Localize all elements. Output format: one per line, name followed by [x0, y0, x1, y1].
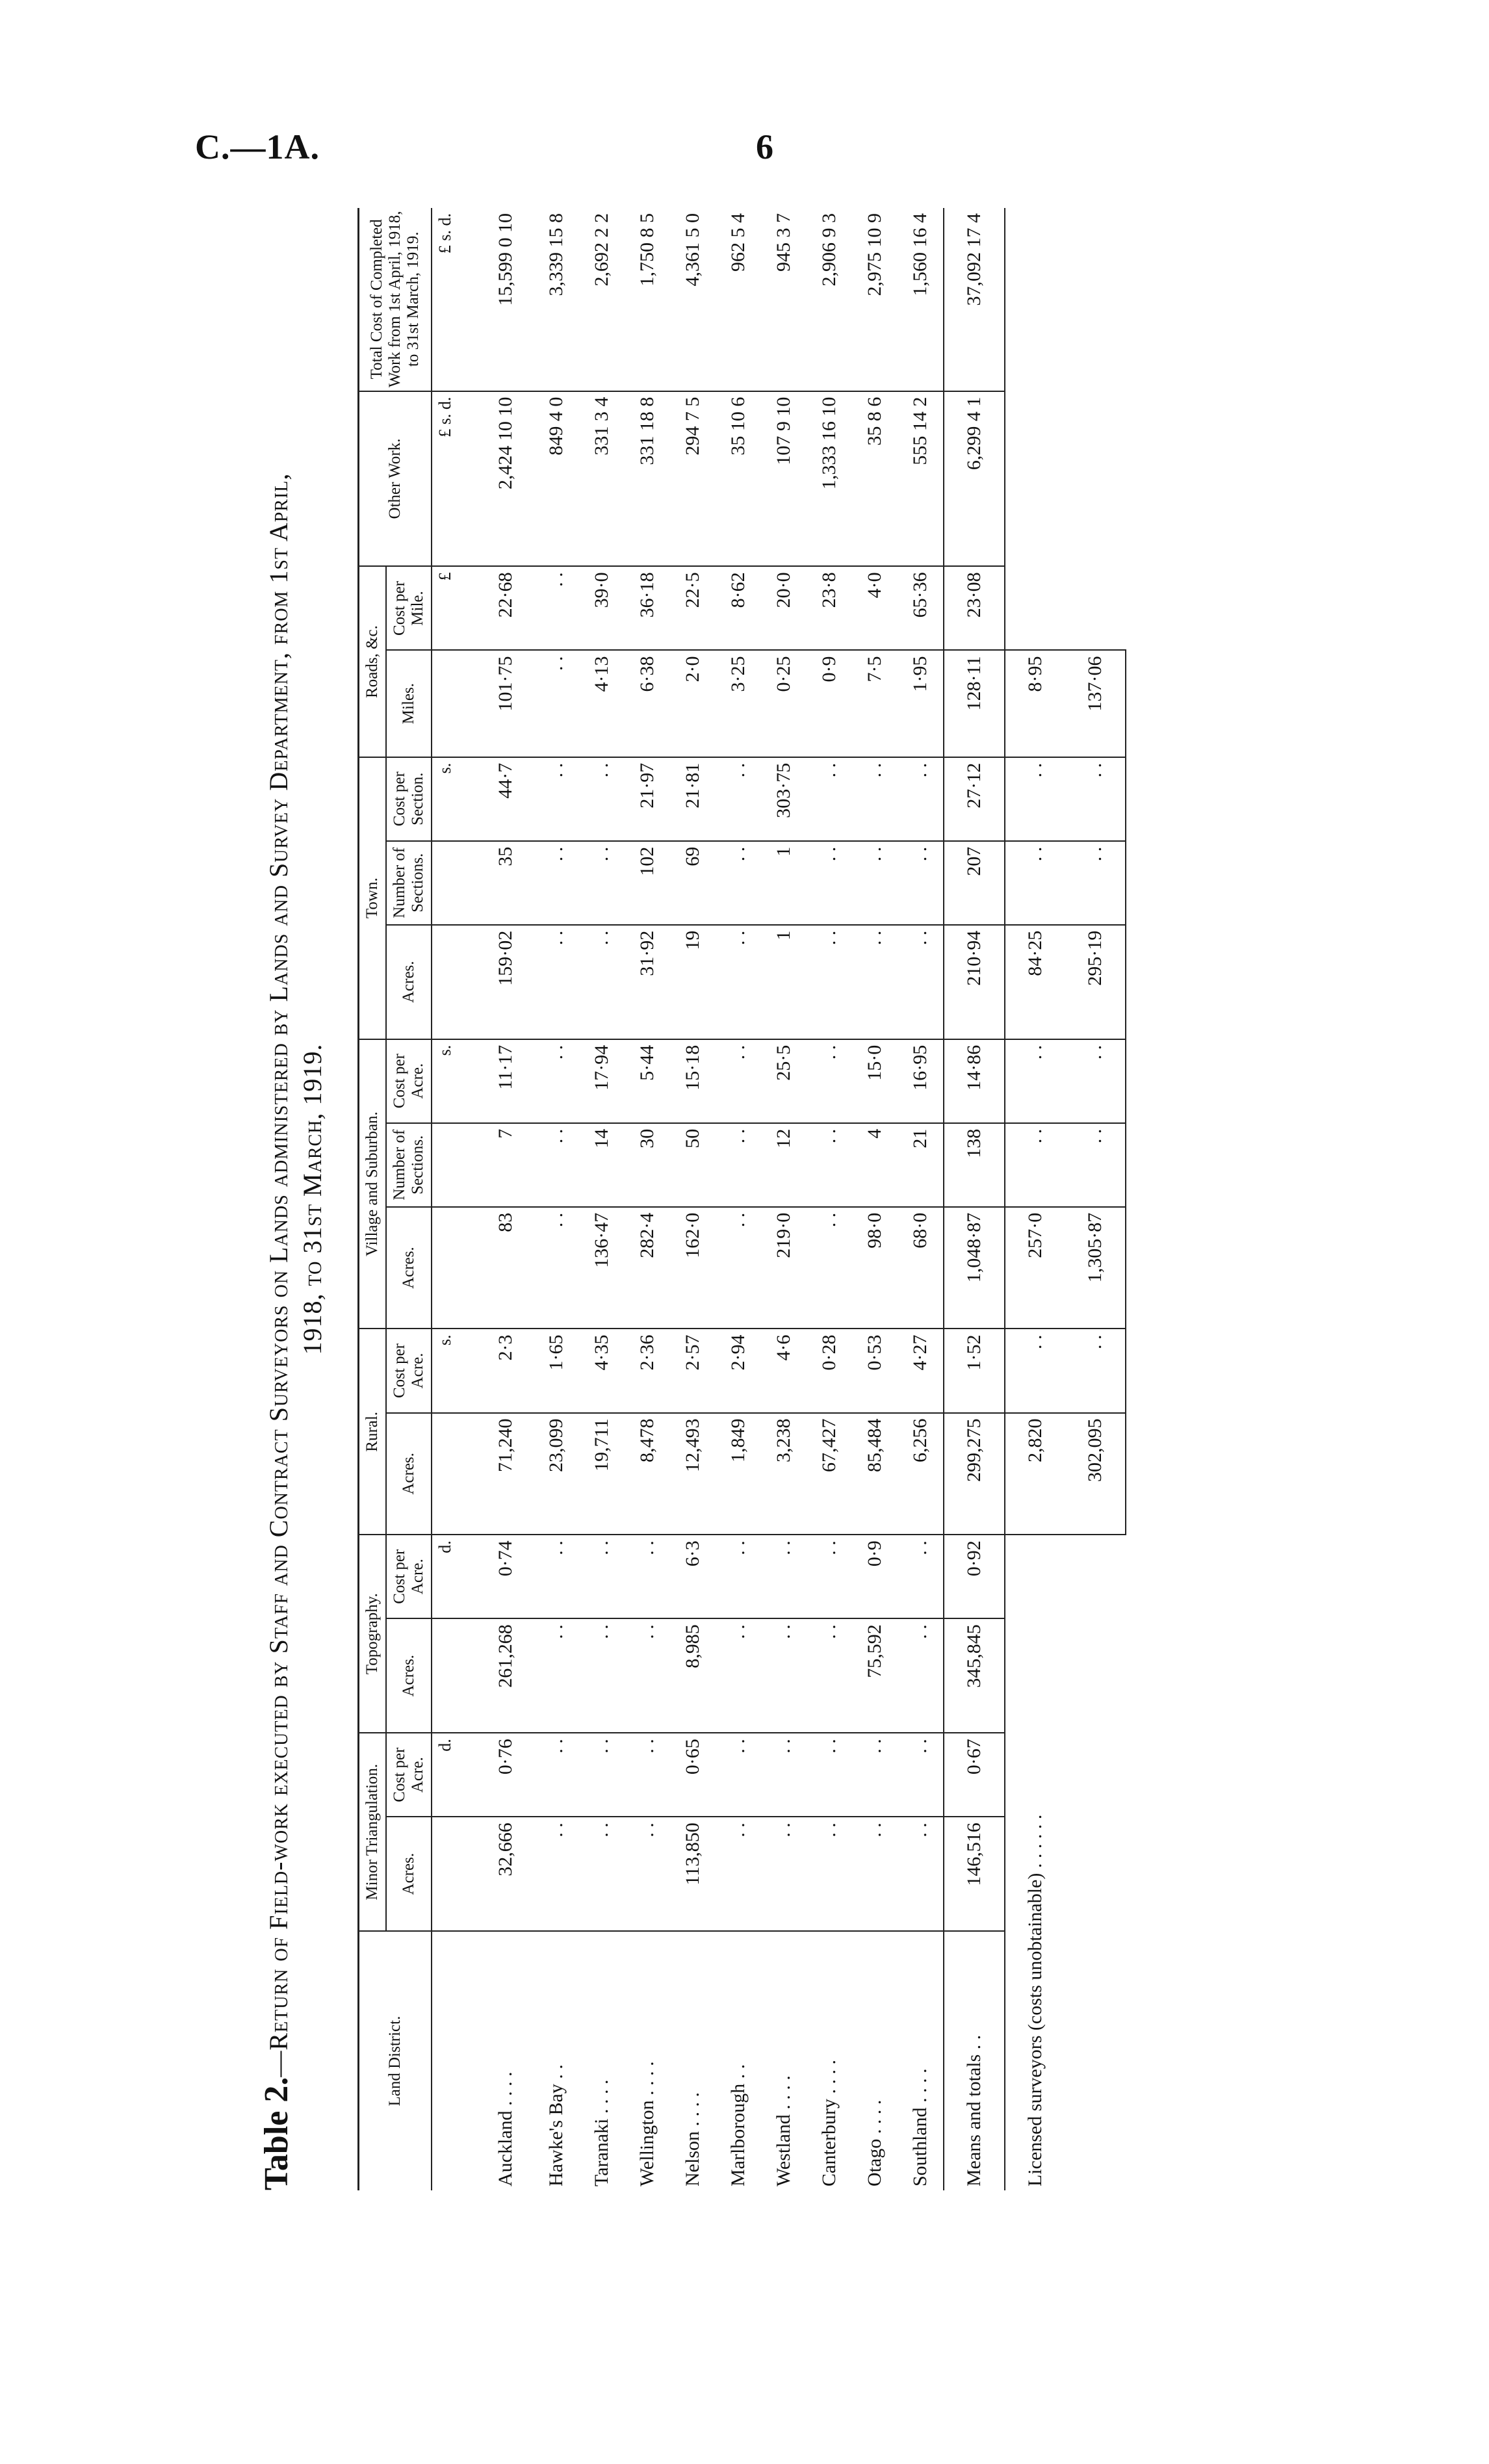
cell-village-cpa: . .	[807, 1039, 852, 1123]
unit-town-cps: s.	[432, 757, 458, 841]
cell-roads-miles: 3·25	[716, 650, 761, 757]
cell-town-sections: . .	[852, 841, 898, 925]
cell-village-acres: 68·0	[898, 1207, 944, 1329]
cell-rural-cpa: 2·36	[625, 1329, 670, 1412]
cell-village-sections: 12	[761, 1123, 807, 1207]
cell-minor-cpa: . .	[898, 1733, 944, 1817]
cell-town-acres: 1	[761, 925, 807, 1039]
col-other-work: Other Work.	[359, 391, 432, 567]
cell-topo-cpa: . .	[534, 1535, 579, 1618]
cell-roads-miles: 7·5	[852, 650, 898, 757]
cell-minor-acres: . .	[761, 1817, 807, 1931]
cell-town-acres: . .	[579, 925, 625, 1039]
units-row	[432, 208, 458, 2190]
sub-town-acres: Acres.	[386, 925, 432, 1039]
cell-village-sections: 14	[579, 1123, 625, 1207]
cell-town-sections: 1	[761, 841, 807, 925]
cell-minor-cpa: 0·76	[458, 1733, 534, 1817]
sub-minor-cost: Cost per Acre.	[386, 1733, 432, 1817]
sub-village-acres: Acres.	[386, 1207, 432, 1329]
cell-roads-cpm: 36·18	[625, 566, 670, 650]
cell-village-sections: . .	[534, 1123, 579, 1207]
grand-town-acres: 295·19	[1065, 925, 1126, 1039]
cell-other: 294 7 5	[670, 391, 716, 567]
field-work-table	[357, 208, 1126, 2190]
cell-topo-cpa: 0·74	[458, 1535, 534, 1618]
cell-village-cpa: 11·17	[458, 1039, 534, 1123]
cell-town-acres: . .	[898, 925, 944, 1039]
means-town-acres: 210·94	[944, 925, 1005, 1039]
cell-village-sections: 4	[852, 1123, 898, 1207]
col-village-suburban: Village and Suburban.	[359, 1039, 387, 1329]
grand-village-sections: . .	[1065, 1123, 1126, 1207]
cell-total: 4,361 5 0	[670, 208, 716, 391]
col-land-district: Land District.	[359, 1931, 432, 2190]
means-rural-acres: 299,275	[944, 1413, 1005, 1535]
cell-topo-cpa: . .	[716, 1535, 761, 1618]
means-topo-cpa: 0·92	[944, 1535, 1005, 1618]
cell-other: 35 8 6	[852, 391, 898, 567]
cell-village-sections: . .	[716, 1123, 761, 1207]
sub-village-cost: Cost per Acre.	[386, 1039, 432, 1123]
col-minor-triangulation: Minor Triangulation.	[359, 1733, 387, 1931]
cell-minor-acres: 113,850	[670, 1817, 716, 1931]
cell-village-acres: . .	[716, 1207, 761, 1329]
cell-village-cpa: 16·95	[898, 1039, 944, 1123]
blank-cell	[1065, 208, 1126, 650]
cell-village-acres: 282·4	[625, 1207, 670, 1329]
cell-town-acres: 159·02	[458, 925, 534, 1039]
cell-village-cpa: . .	[534, 1039, 579, 1123]
cell-rural-acres: 8,478	[625, 1413, 670, 1535]
cell-roads-cpm: 20·0	[761, 566, 807, 650]
cell-other: 35 10 6	[716, 391, 761, 567]
district-name: Otago . . . .	[864, 2099, 885, 2186]
cell-village-cpa: . .	[716, 1039, 761, 1123]
col-topography: Topography.	[359, 1535, 387, 1733]
grand-rural-acres: 302,095	[1065, 1413, 1126, 1535]
cell-topo-acres: . .	[625, 1618, 670, 1733]
district-name: Auckland . . . .	[495, 2071, 516, 2186]
cell-village-sections: 50	[670, 1123, 716, 1207]
cell-town-cps: . .	[807, 757, 852, 841]
cell-topo-acres: 8,985	[670, 1618, 716, 1733]
table-row	[670, 208, 716, 2190]
cell-rural-cpa: 2·57	[670, 1329, 716, 1412]
table-title-line1: —Return of Field-work executed by Staff and Contract Surveyors on Lands administered by Lands and Survey Department, from 1st April,	[264, 473, 293, 2077]
cell-other: 1,333 16 10	[807, 391, 852, 567]
cell-topo-cpa: . .	[761, 1535, 807, 1618]
cell-rural-acres: 67,427	[807, 1413, 852, 1535]
cell-town-cps: 303·75	[761, 757, 807, 841]
cell-village-cpa: 15·18	[670, 1039, 716, 1123]
cell-minor-acres: 32,666	[458, 1817, 534, 1931]
cell-rural-cpa: 2·94	[716, 1329, 761, 1412]
cell-town-cps: . .	[716, 757, 761, 841]
cell-town-cps: 21·81	[670, 757, 716, 841]
unit-topo-cpa: d.	[432, 1535, 458, 1618]
grand-rural-cpa: . .	[1065, 1329, 1126, 1412]
unit-village-cpa: s.	[432, 1039, 458, 1123]
cell-roads-cpm: 22·68	[458, 566, 534, 650]
cell-topo-cpa: . .	[807, 1535, 852, 1618]
cell-total: 3,339 15 8	[534, 208, 579, 391]
cell-minor-acres: . .	[579, 1817, 625, 1931]
licensed-roads-miles: 8·95	[1005, 650, 1065, 757]
table-row	[534, 208, 579, 2190]
cell-town-sections: 35	[458, 841, 534, 925]
cell-minor-acres: . .	[852, 1817, 898, 1931]
means-village-acres: 1,048·87	[944, 1207, 1005, 1329]
cell-town-sections: . .	[534, 841, 579, 925]
cell-village-sections: 7	[458, 1123, 534, 1207]
means-village-cpa: 14·86	[944, 1039, 1005, 1123]
sub-topo-cost: Cost per Acre.	[386, 1535, 432, 1618]
cell-total: 962 5 4	[716, 208, 761, 391]
document-reference: C.—1A.	[195, 127, 320, 166]
means-topo-acres: 345,845	[944, 1618, 1005, 1733]
grand-village-acres: 1,305·87	[1065, 1207, 1126, 1329]
cell-town-acres: 19	[670, 925, 716, 1039]
cell-village-acres: 83	[458, 1207, 534, 1329]
cell-village-sections: . .	[807, 1123, 852, 1207]
cell-total: 1,750 8 5	[625, 208, 670, 391]
cell-town-cps: 21·97	[625, 757, 670, 841]
licensed-village-cpa: . .	[1005, 1039, 1065, 1123]
cell-town-cps: 44·7	[458, 757, 534, 841]
cell-other: 331 18 8	[625, 391, 670, 567]
cell-roads-miles: 0·9	[807, 650, 852, 757]
licensed-town-acres: 84·25	[1005, 925, 1065, 1039]
sub-roads-cost: Cost per Mile.	[386, 566, 432, 650]
table-row	[807, 208, 852, 2190]
cell-topo-acres: . .	[579, 1618, 625, 1733]
grand-village-cpa: . .	[1065, 1039, 1126, 1123]
cell-minor-acres: . .	[807, 1817, 852, 1931]
cell-other: 331 3 4	[579, 391, 625, 567]
district-name: Marlborough . .	[727, 2064, 749, 2186]
sub-town-cost: Cost per Section.	[386, 757, 432, 841]
cell-roads-cpm: 65·36	[898, 566, 944, 650]
licensed-village-acres: 257·0	[1005, 1207, 1065, 1329]
cell-roads-cpm: 4·0	[852, 566, 898, 650]
unit-minor-cpa: d.	[432, 1733, 458, 1817]
cell-other: 107 9 10	[761, 391, 807, 567]
cell-minor-cpa: . .	[579, 1733, 625, 1817]
cell-rural-cpa: 4·6	[761, 1329, 807, 1412]
blank-cell	[1005, 208, 1065, 650]
sub-town-sections: Number of Sections.	[386, 841, 432, 925]
means-total: 37,092 17 4	[944, 208, 1005, 391]
table-row	[898, 208, 944, 2190]
means-minor-acres: 146,516	[944, 1817, 1005, 1931]
means-roads-cpm: 23·08	[944, 566, 1005, 650]
means-rural-cpa: 1·52	[944, 1329, 1005, 1412]
table-row	[716, 208, 761, 2190]
cell-total: 2,906 9 3	[807, 208, 852, 391]
cell-topo-cpa: 0·9	[852, 1535, 898, 1618]
cell-topo-acres: . .	[807, 1618, 852, 1733]
sub-topo-acres: Acres.	[386, 1618, 432, 1733]
cell-total: 2,975 10 9	[852, 208, 898, 391]
cell-rural-acres: 6,256	[898, 1413, 944, 1535]
cell-topo-cpa: . .	[579, 1535, 625, 1618]
cell-roads-cpm: 22·5	[670, 566, 716, 650]
licensed-surveyors-row	[1005, 208, 1065, 2190]
cell-village-acres: . .	[534, 1207, 579, 1329]
cell-roads-miles: 2·0	[670, 650, 716, 757]
district-name: Hawke's Bay . .	[545, 2064, 567, 2186]
cell-minor-cpa: . .	[761, 1733, 807, 1817]
cell-total: 1,560 16 4	[898, 208, 944, 391]
col-town: Town.	[359, 757, 387, 1039]
table-title-line2: 1918, to 31st March, 1919.	[298, 1043, 327, 1355]
cell-topo-acres: . .	[716, 1618, 761, 1733]
table-number: Table 2.	[258, 2077, 295, 2190]
cell-village-acres: . .	[807, 1207, 852, 1329]
cell-rural-cpa: 1·65	[534, 1329, 579, 1412]
cell-minor-acres: . .	[625, 1817, 670, 1931]
cell-town-sections: . .	[898, 841, 944, 925]
cell-town-sections: 102	[625, 841, 670, 925]
table-body	[432, 208, 1126, 2190]
sub-village-sections: Number of Sections.	[386, 1123, 432, 1207]
cell-town-cps: . .	[579, 757, 625, 841]
means-town-cps: 27·12	[944, 757, 1005, 841]
cell-village-cpa: 17·94	[579, 1039, 625, 1123]
cell-roads-cpm: 39·0	[579, 566, 625, 650]
cell-town-sections: . .	[716, 841, 761, 925]
district-name: Westland . . . .	[773, 2075, 794, 2186]
cell-village-cpa: 25·5	[761, 1039, 807, 1123]
cell-roads-cpm: 23·8	[807, 566, 852, 650]
means-label: Means and totals . .	[944, 1931, 1005, 2190]
means-town-sections: 207	[944, 841, 1005, 925]
means-village-sections: 138	[944, 1123, 1005, 1207]
rotated-table-region	[260, 208, 1287, 2190]
district-name: Taranaki . . . .	[591, 2079, 612, 2186]
cell-topo-cpa: 6·3	[670, 1535, 716, 1618]
cell-minor-acres: . .	[716, 1817, 761, 1931]
cell-town-sections: . .	[579, 841, 625, 925]
sub-rural-cost: Cost per Acre.	[386, 1329, 432, 1412]
cell-town-sections: 69	[670, 841, 716, 925]
cell-rural-acres: 23,099	[534, 1413, 579, 1535]
cell-village-acres: 162·0	[670, 1207, 716, 1329]
cell-town-cps: . .	[852, 757, 898, 841]
cell-town-acres: . .	[716, 925, 761, 1039]
means-roads-miles: 128·11	[944, 650, 1005, 757]
cell-rural-acres: 1,849	[716, 1413, 761, 1535]
grand-roads-miles: 137·06	[1065, 650, 1126, 757]
grand-total-row	[1065, 208, 1126, 2190]
cell-minor-acres: . .	[898, 1817, 944, 1931]
col-rural: Rural.	[359, 1329, 387, 1535]
cell-town-cps: . .	[898, 757, 944, 841]
sub-rural-acres: Acres.	[386, 1413, 432, 1535]
sub-minor-acres: Acres.	[386, 1817, 432, 1931]
cell-town-sections: . .	[807, 841, 852, 925]
licensed-rural-cpa: . .	[1005, 1329, 1065, 1412]
table-row	[852, 208, 898, 2190]
table-row	[579, 208, 625, 2190]
blank-cell	[1065, 1535, 1126, 2190]
licensed-town-cps: . .	[1005, 757, 1065, 841]
col-total-cost: Total Cost of Completed Work from 1st April, 1918, to 31st March, 1919.	[359, 208, 432, 391]
page-header	[0, 0, 1489, 195]
cell-rural-cpa: 0·53	[852, 1329, 898, 1412]
unit-total: £ s. d.	[432, 208, 458, 391]
means-totals-row	[944, 208, 1005, 2190]
cell-rural-cpa: 4·35	[579, 1329, 625, 1412]
cell-other: 2,424 10 10	[458, 391, 534, 567]
sub-roads-miles: Miles.	[386, 650, 432, 757]
cell-town-acres: . .	[807, 925, 852, 1039]
header-row-groups	[359, 208, 387, 2190]
grand-town-cps: . .	[1065, 757, 1126, 841]
cell-other: 849 4 0	[534, 391, 579, 567]
cell-topo-acres: . .	[761, 1618, 807, 1733]
cell-village-cpa: 15·0	[852, 1039, 898, 1123]
cell-village-acres: 136·47	[579, 1207, 625, 1329]
cell-minor-acres: . .	[534, 1817, 579, 1931]
cell-roads-miles: 4·13	[579, 650, 625, 757]
cell-topo-cpa: . .	[625, 1535, 670, 1618]
cell-topo-acres: . .	[898, 1618, 944, 1733]
cell-roads-cpm: 8·62	[716, 566, 761, 650]
licensed-rural-acres: 2,820	[1005, 1413, 1065, 1535]
cell-total: 2,692 2 2	[579, 208, 625, 391]
cell-village-acres: 219·0	[761, 1207, 807, 1329]
cell-rural-cpa: 0·28	[807, 1329, 852, 1412]
cell-town-acres: . .	[852, 925, 898, 1039]
cell-village-sections: 21	[898, 1123, 944, 1207]
cell-other: 555 14 2	[898, 391, 944, 567]
table-row	[458, 208, 534, 2190]
cell-minor-cpa: 0·65	[670, 1733, 716, 1817]
unit-rural-cpa: s.	[432, 1329, 458, 1412]
cell-total: 945 3 7	[761, 208, 807, 391]
means-minor-cpa: 0·67	[944, 1733, 1005, 1817]
licensed-village-sections: . .	[1005, 1123, 1065, 1207]
table-title	[260, 208, 351, 2190]
licensed-label: Licensed surveyors (costs unobtainable) . . . . . .	[1024, 1814, 1046, 2186]
cell-roads-miles: 6·38	[625, 650, 670, 757]
unit-roads-cpm: £	[432, 566, 458, 650]
cell-rural-acres: 71,240	[458, 1413, 534, 1535]
district-name: Wellington . . . .	[636, 2061, 658, 2186]
district-name: Canterbury . . . .	[818, 2060, 840, 2186]
means-other: 6,299 4 1	[944, 391, 1005, 567]
cell-minor-cpa: . .	[852, 1733, 898, 1817]
cell-topo-acres: . .	[534, 1618, 579, 1733]
cell-town-acres: 31·92	[625, 925, 670, 1039]
page-number: 6	[756, 127, 773, 166]
cell-rural-cpa: 2·3	[458, 1329, 534, 1412]
cell-rural-acres: 12,493	[670, 1413, 716, 1535]
cell-topo-acres: 75,592	[852, 1618, 898, 1733]
licensed-town-sections: . .	[1005, 841, 1065, 925]
cell-roads-cpm: . .	[534, 566, 579, 650]
cell-minor-cpa: . .	[807, 1733, 852, 1817]
cell-roads-miles: 1·95	[898, 650, 944, 757]
cell-topo-cpa: . .	[898, 1535, 944, 1618]
col-roads: Roads, &c.	[359, 566, 387, 757]
cell-total: 15,599 0 10	[458, 208, 534, 391]
cell-town-acres: . .	[534, 925, 579, 1039]
cell-roads-miles: 101·75	[458, 650, 534, 757]
cell-rural-cpa: 4·27	[898, 1329, 944, 1412]
cell-village-acres: 98·0	[852, 1207, 898, 1329]
cell-village-sections: 30	[625, 1123, 670, 1207]
cell-roads-miles: . .	[534, 650, 579, 757]
cell-rural-acres: 3,238	[761, 1413, 807, 1535]
cell-rural-acres: 19,711	[579, 1413, 625, 1535]
district-name: Southland . . . .	[909, 2068, 931, 2186]
cell-rural-acres: 85,484	[852, 1413, 898, 1535]
grand-town-sections: . .	[1065, 841, 1126, 925]
unit-other: £ s. d.	[432, 391, 458, 567]
cell-minor-cpa: . .	[534, 1733, 579, 1817]
cell-minor-cpa: . .	[625, 1733, 670, 1817]
cell-minor-cpa: . .	[716, 1733, 761, 1817]
district-name: Nelson . . . .	[682, 2092, 703, 2186]
cell-topo-acres: 261,268	[458, 1618, 534, 1733]
cell-roads-miles: 0·25	[761, 650, 807, 757]
cell-village-cpa: 5·44	[625, 1039, 670, 1123]
table-row	[625, 208, 670, 2190]
cell-town-cps: . .	[534, 757, 579, 841]
table-row	[761, 208, 807, 2190]
